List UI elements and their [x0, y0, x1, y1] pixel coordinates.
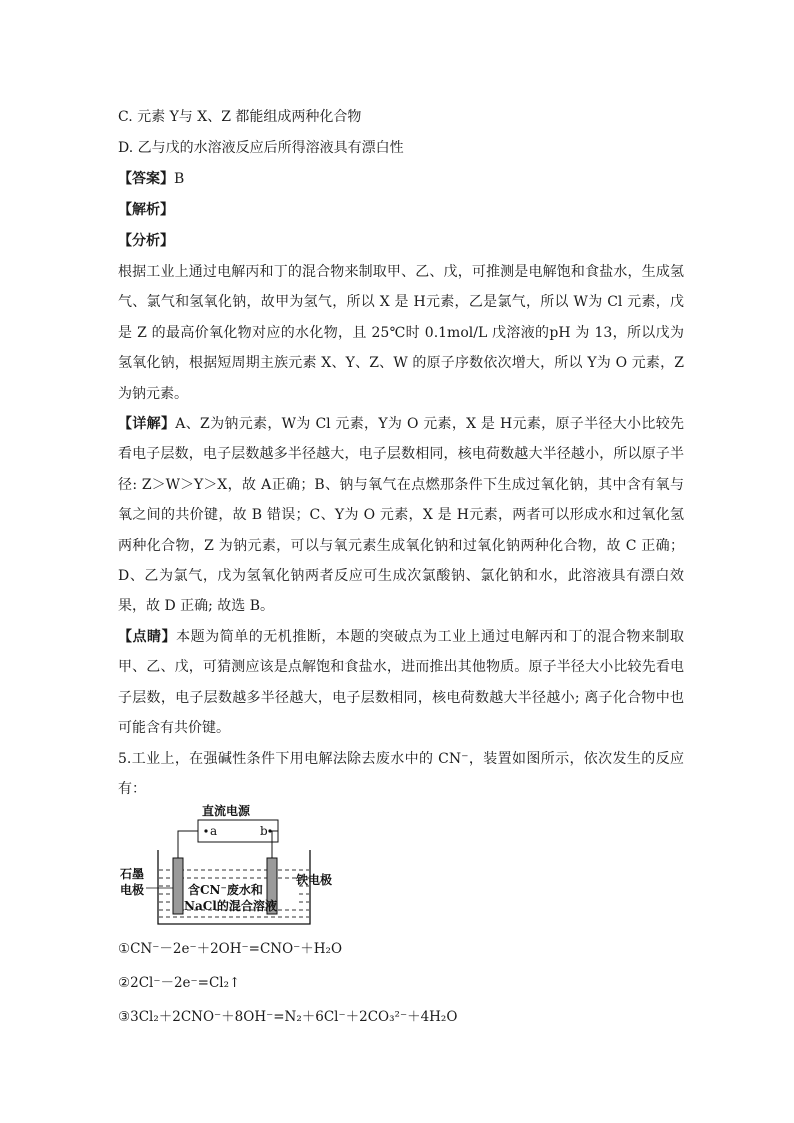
solution-label-2: NaCl的混合溶液: [184, 899, 277, 914]
answer-line: [118, 164, 684, 195]
fenxi-text: 根据工业上通过电解丙和丁的混合物来制取甲、乙、戊，可推测是电解饱和食盐水，生成氢气、氯气和氢氧化钠，故甲为氢气，所以 X 是 H元素，乙是氯气，所以 W为 Cl 元素，戊是 Z 的最高价氧化物对应的水化物，且 25℃时 0.1mol/L 戊溶液的pH 为 13，所以戊为氢氧化钠，根据短周期主族元素 X、Y、Z、W 的原子序数依次增大，所以 Y为 O 元素，Z 为钠元素。: [118, 264, 684, 402]
analysis-header: 【解析】: [118, 202, 174, 218]
dianjing-paragraph: [118, 622, 684, 744]
dianjing-tag: 【点睛】: [118, 628, 177, 645]
terminal-b-dot: [268, 830, 271, 833]
electrolysis-apparatus-figure: [118, 804, 684, 932]
fenxi-tag: 【分析】: [118, 233, 174, 249]
left-wire: [178, 831, 198, 860]
solution-label-1: 含CN⁻废水和: [188, 883, 263, 898]
xiangjie-text: A、Z为钠元素，W为 Cl 元素，Y为 O 元素，X 是 H元素，原子半径大小比较先看电子层数，电子层数越多半径越大，电子层数相同，核电荷数越大半径越小，所以原子半径: Z＞W＞Y＞X，故 A正确；B、钠与氧气在点燃那条件下生成过氧化钠，其中含有氧与氧之间的共价键，故 B 错误；C、Y为 O 元素，X 是 H元素，两者可以形成水和过氧化氢两种化合物，Z 为钠元素，可以与氧元素生成氧化钠和过氧化钠两种化合物，故 C 正确；D、乙为氯气，戊为氢氧化钠两者反应可生成次氯酸钠、氯化钠和水，此溶液具有漂白效果，故 D 正确; 故选 B。: [118, 416, 685, 615]
right-electrode-label: 铁电极: [296, 873, 333, 888]
terminal-a-label: a: [210, 824, 218, 839]
xiangjie-tag: 【详解】: [118, 416, 176, 433]
answer-value: B: [174, 171, 185, 187]
power-supply-label: 直流电源: [202, 804, 251, 819]
document-content: [118, 102, 684, 1034]
equation-2: ②2Cl⁻－2e⁻=Cl₂↑: [118, 975, 241, 992]
option-c: C. 元素 Y与 X、Z 都能组成两种化合物: [118, 109, 362, 125]
electrolysis-diagram: [118, 804, 684, 932]
graphite-electrode: [173, 858, 183, 914]
equation-3: ③3Cl₂＋2CNO⁻＋8OH⁻=N₂＋6Cl⁻＋2CO₃²⁻＋4H₂O: [118, 1009, 458, 1026]
question-5-stem: 5.工业上，在强碱性条件下用电解法除去废水中的 CN⁻，装置如图所示，依次发生的反应有：: [118, 750, 684, 797]
left-electrode-label-2: 电极: [120, 883, 145, 898]
answer-tag: 【答案】: [118, 171, 174, 187]
equation-1: ①CN⁻－2e⁻＋2OH⁻=CNO⁻＋H₂O: [118, 941, 343, 958]
xiangjie-paragraph: [118, 409, 684, 622]
left-electrode-label-1: 石墨: [120, 867, 145, 882]
option-d: D. 乙与戊的水溶液反应后所得溶液具有漂白性: [118, 140, 404, 156]
dianjing-text: 本题为简单的无机推断，本题的突破点为工业上通过电解丙和丁的混合物来制取甲、乙、戊，可猜测应该是点解饱和食盐水，进而推出其他物质。原子半径大小比较先看电子层数，电子层数越多半径越大，电子层数相同，核电荷数越大半径越小; 离子化合物中也可能含有共价键。: [118, 628, 685, 737]
terminal-b-label: b: [260, 824, 268, 839]
terminal-a-dot: [204, 830, 207, 833]
